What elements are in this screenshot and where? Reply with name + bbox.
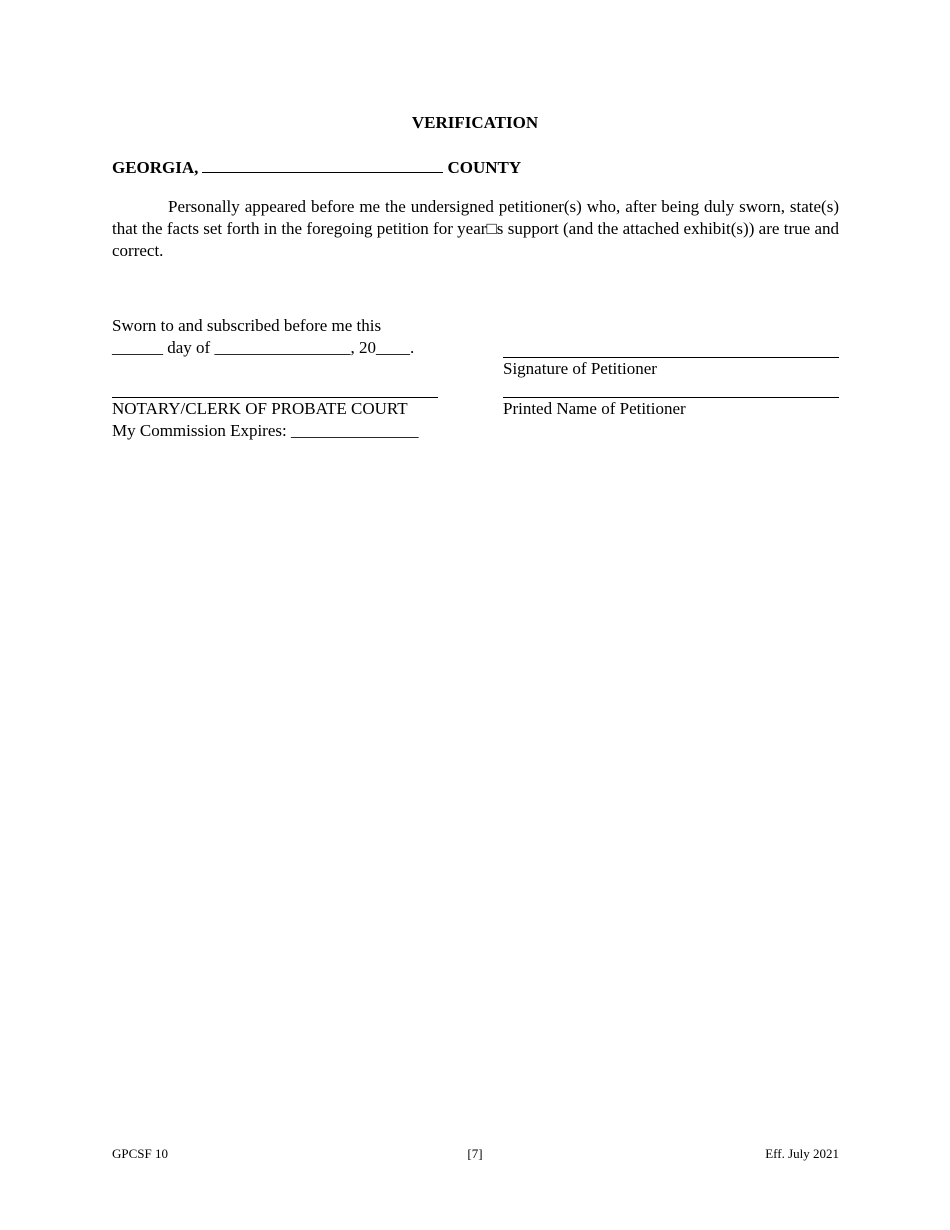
spacer: [112, 381, 472, 397]
signature-label: Signature of Petitioner: [503, 359, 657, 378]
spacer: [112, 359, 472, 381]
spacer: [503, 315, 843, 337]
petitioner-block: [503, 315, 843, 420]
state-label: GEORGIA,: [112, 158, 199, 177]
spacer: [503, 380, 843, 397]
sworn-line: Sworn to and subscribed before me this: [112, 316, 382, 335]
document-title: VERIFICATION: [411, 113, 539, 132]
notary-label: NOTARY/CLERK OF PROBATE COURT: [112, 399, 408, 418]
county-line: [112, 156, 521, 178]
date-line: ______ day of ________________, 20____.: [112, 338, 415, 357]
spacer: [503, 337, 843, 357]
county-label: COUNTY: [447, 158, 522, 177]
county-blank: [202, 156, 443, 173]
notary-block: [112, 315, 472, 442]
printed-name-label: Printed Name of Petitioner: [503, 399, 686, 418]
commission-line: My Commission Expires: _______________: [112, 421, 419, 440]
footer-page-number: [7]: [467, 1146, 483, 1161]
footer-effective-date: Eff. July 2021: [765, 1146, 839, 1161]
verification-paragraph: Personally appeared before me the undersigned petitioner(s) who, after being duly sworn, state(s) that the facts set forth in the foregoing petition for year□s support (and the attached exhibit(s)) are true and correct.: [112, 197, 839, 260]
footer-form-id: GPCSF 10: [112, 1146, 168, 1161]
